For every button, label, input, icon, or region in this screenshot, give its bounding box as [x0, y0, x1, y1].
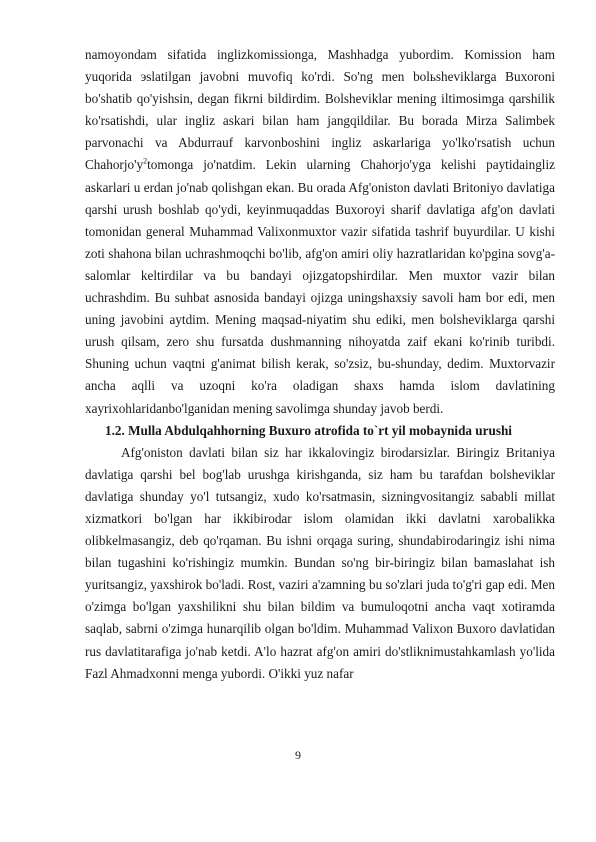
document-body — [85, 44, 555, 685]
page-number: 9 — [295, 748, 301, 762]
paragraph-1-part1: namoyondam sifatida inglizkomissionga, Mashhadga yubordim. Komission ham yuqorida эslatilgan javobni muvofiq ko'rdi. So'ng men bolьsheviklarga Buxoroni bo'shatib qo'yishsin, degan fikrni bildirdim. Bolsheviklar mening iltimosimga qarshilik ko'rsatishdi, ular ingliz askari bilan ham jangqildilar. Bu borada Mirza Salimbek parvonachi va Abdurrauf karvonboshini ingliz askarlariga yo'lko'rsatish uchun Chahorjo'y — [85, 47, 555, 173]
paragraph-1 — [85, 44, 555, 420]
section-heading: 1.2. Mulla Abdulqahhorning Buxuro atrofida to`rt yil mobaynida urushi — [105, 422, 512, 438]
paragraph-1-part2: tomonga jo'natdim. Lekin ularning Chahorjo'yga kelishi paytidaingliz askarlari u erdan jo'nab qolishgan ekan. Bu orada Afg'oniston davlati Britoniyo davlatiga qarshi urush boshlab qo'ydi, keyinmuqaddas Buxoroyi sharif davlatiga afg'on davlati tomonidan general Muhammad Valixonmuxtor vazir sifatida tashrif buyurdilar. U kishi zoti shahona bilan uchrashmoqchi bo'lib, afg'on amiri oliy hazratlaridan ko'pgina sovg'a-salomlar keltirdilar va bu bandayi ojizgatopshirdilar. Men muxtor vazir bilan uchrashdim. Bu suhbat asnosida bandayi ojizga uningshaxsiy savoli ham bor edi, men uning javobini aytdim. Mening maqsad-niyatim shu ediki, men bolsheviklarga qarshi urush qilsam, zero shu fursatda dushmanning nihoyatda zaif ekani ko'rinib turibdi. Shuning uchun vaqtni g'animat bilish kerak, so'zsiz, bu-shunday, dedim. Muxtorvazir ancha aqlli va uzoqni ko'ra oladigan shaxs hamda islom davlatining xayrixohlaridanbo'lganidan mening savolimga shunday javob berdi. — [85, 157, 555, 416]
footnote-marker: 2 — [143, 157, 148, 167]
paragraph-2: Afg'oniston davlati bilan siz har ikkalovingiz birodarsizlar. Biringiz Britaniya davlatiga qarshi bel bog'lab urushga kirishganda, siz ham bu tarafdan bolsheviklar davlatiga shunday yo'l tutsangiz, xudo ko'rsatmasin, sizningvositangiz sababli millat xizmatkori bo'lgan har ikkibirodar islom olamidan ikki davlatni xarobalikka olibkelmasangiz, deb qo'rqaman. Bu ishni orqaga suring, shundabirodaringiz ishi nima bilan tugashini ko'rishingiz mumkin. Bundan so'ng bir-biringiz bilan bamaslahat ish yuritsangiz, yaxshirok bo'ladi. Rost, vaziri a'zamning bu so'zlari juda to'g'ri gap edi. Men o'zimga bo'lgan yaxshilikni shu bilan bildim va bumuloqotni ancha vaqt xotiramda saqlab, sabrni o'zimga hunarqilib olgan bo'ldim. Muhammad Valixon Buxoro davlatidan rus davlatitarafiga jo'nab ketdi. A'lo hazrat afg'on amiri do'stliknimustahkamlash yo'lida Fazl Ahmadxonni menga yubordi. O'ikki yuz nafar — [85, 444, 555, 681]
